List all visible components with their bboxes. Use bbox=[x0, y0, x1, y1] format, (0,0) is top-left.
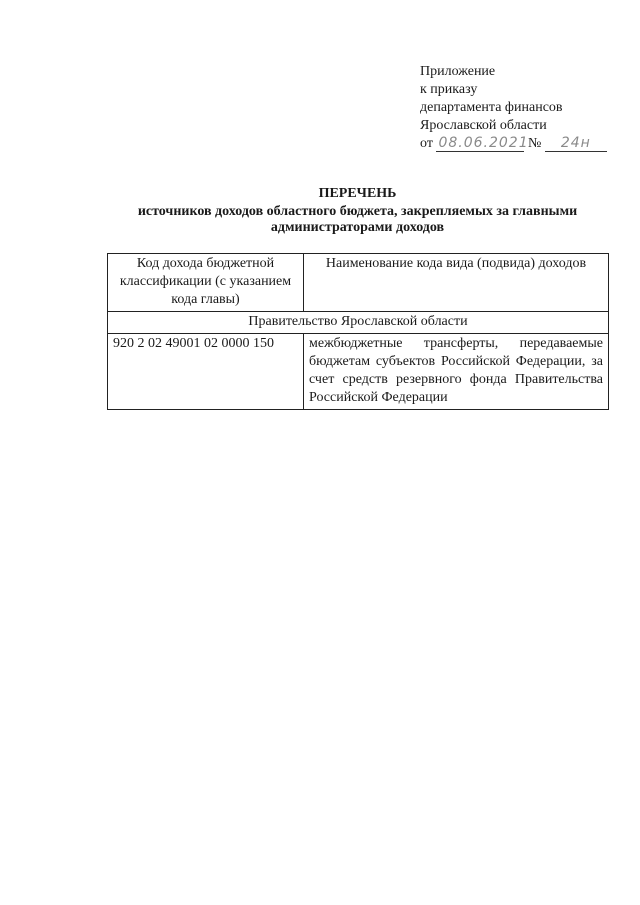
income-sources-table bbox=[107, 253, 609, 410]
table-header-row bbox=[108, 254, 609, 312]
group-label-cell: Правительство Ярославской области bbox=[108, 312, 609, 334]
table-group-row bbox=[108, 312, 609, 334]
appendix-line-3: департамента финансов bbox=[420, 100, 563, 115]
date-prefix: от bbox=[420, 136, 433, 151]
income-code-cell: 920 2 02 49001 02 0000 150 bbox=[108, 334, 304, 410]
document-title: ПЕРЕЧЕНЬ bbox=[318, 186, 397, 201]
header-name-cell: Наименование кода вида (подвида) доходов bbox=[304, 254, 609, 312]
appendix-line-4: Ярославской области bbox=[420, 118, 547, 133]
income-name-cell: межбюджетные трансферты, передаваемые бюджетам субъектов Российской Федерации, за счет средств резервного фонда Правительства Российской Федерации bbox=[304, 334, 609, 410]
document-subtitle: источников доходов областного бюджета, закрепляемых за главными администраторами доходов bbox=[137, 204, 578, 235]
table-row bbox=[108, 334, 609, 410]
handwritten-date: 08.06.2021 bbox=[438, 135, 529, 151]
appendix-line-1: Приложение bbox=[420, 64, 496, 79]
handwritten-number: 24н bbox=[545, 135, 607, 152]
header-code-cell: Код дохода бюджетной классификации (с указанием кода главы) bbox=[108, 254, 304, 312]
appendix-line-2: к приказу bbox=[420, 82, 478, 97]
appendix-block bbox=[420, 63, 630, 153]
appendix-date-line bbox=[420, 135, 630, 153]
number-sign: № bbox=[527, 136, 542, 151]
